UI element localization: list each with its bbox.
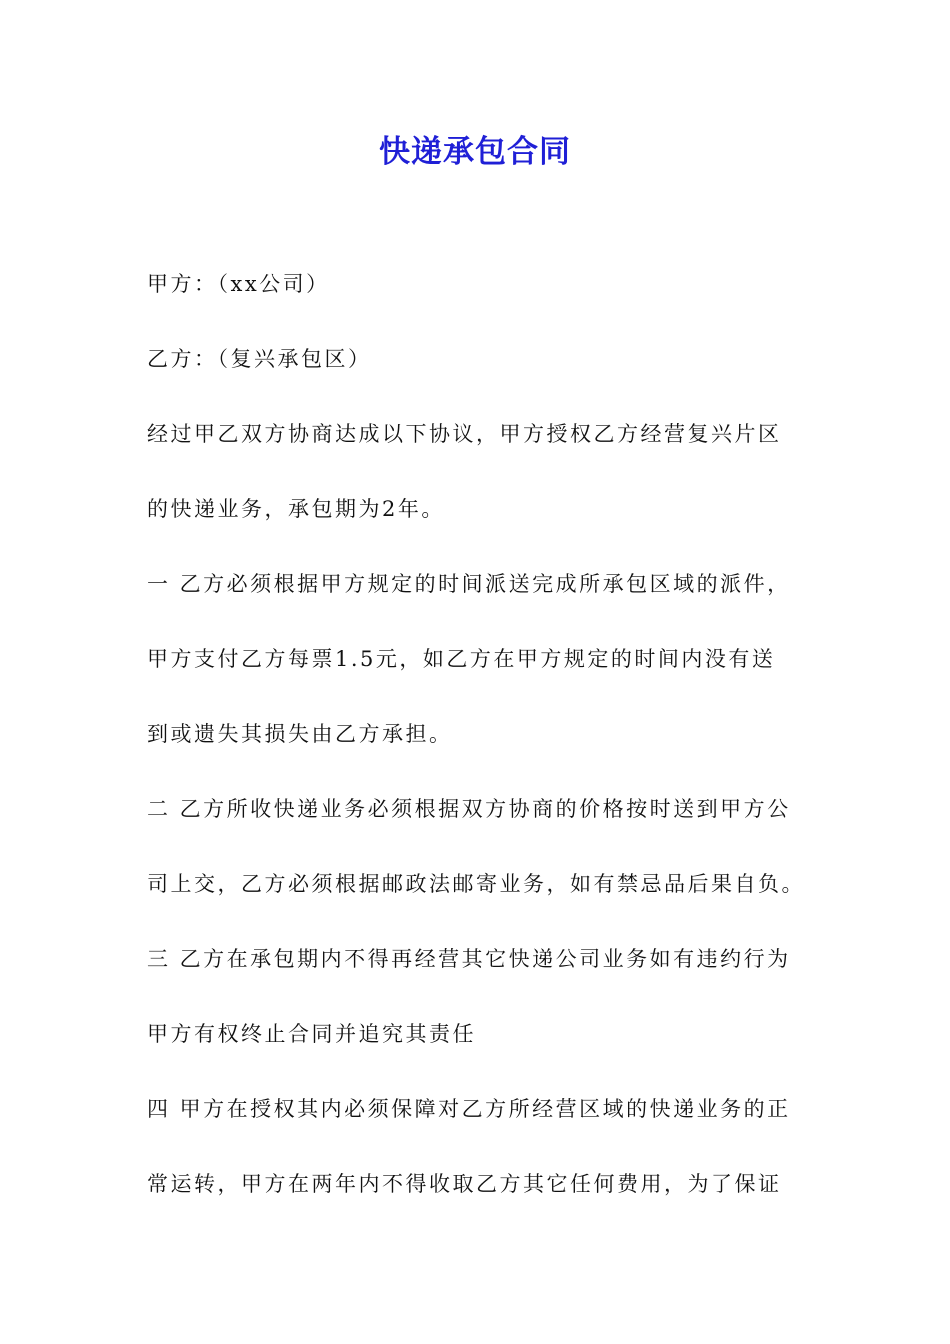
clause-4-line-2: 常运转，甲方在两年内不得收取乙方其它任何费用，为了保证 xyxy=(147,1172,782,1196)
party-a-line: 甲方：（xx公司） xyxy=(147,272,330,296)
clause-1-line-3: 到或遗失其损失由乙方承担。 xyxy=(147,722,453,746)
clause-1-line-2: 甲方支付乙方每票1.5元，如乙方在甲方规定的时间内没有送 xyxy=(147,647,776,671)
document-title: 快递承包合同 xyxy=(379,134,571,170)
party-b-line: 乙方：（复兴承包区） xyxy=(147,347,372,371)
intro-line-2: 的快递业务，承包期为2年。 xyxy=(147,497,445,521)
intro-line-1: 经过甲乙双方协商达成以下协议，甲方授权乙方经营复兴片区 xyxy=(147,422,782,446)
clause-2-line-2: 司上交，乙方必须根据邮政法邮寄业务，如有禁忌品后果自负。 xyxy=(147,872,805,896)
clause-3-line-1: 三 乙方在承包期内不得再经营其它快递公司业务如有违约行为 xyxy=(147,947,791,971)
clause-4-line-1: 四 甲方在授权其内必须保障对乙方所经营区域的快递业务的正 xyxy=(147,1097,791,1121)
clause-2-line-1: 二 乙方所收快递业务必须根据双方协商的价格按时送到甲方公 xyxy=(147,797,791,821)
clause-1-line-1: 一 乙方必须根据甲方规定的时间派送完成所承包区域的派件， xyxy=(147,572,791,596)
clause-3-line-2: 甲方有权终止合同并追究其责任 xyxy=(147,1022,476,1046)
